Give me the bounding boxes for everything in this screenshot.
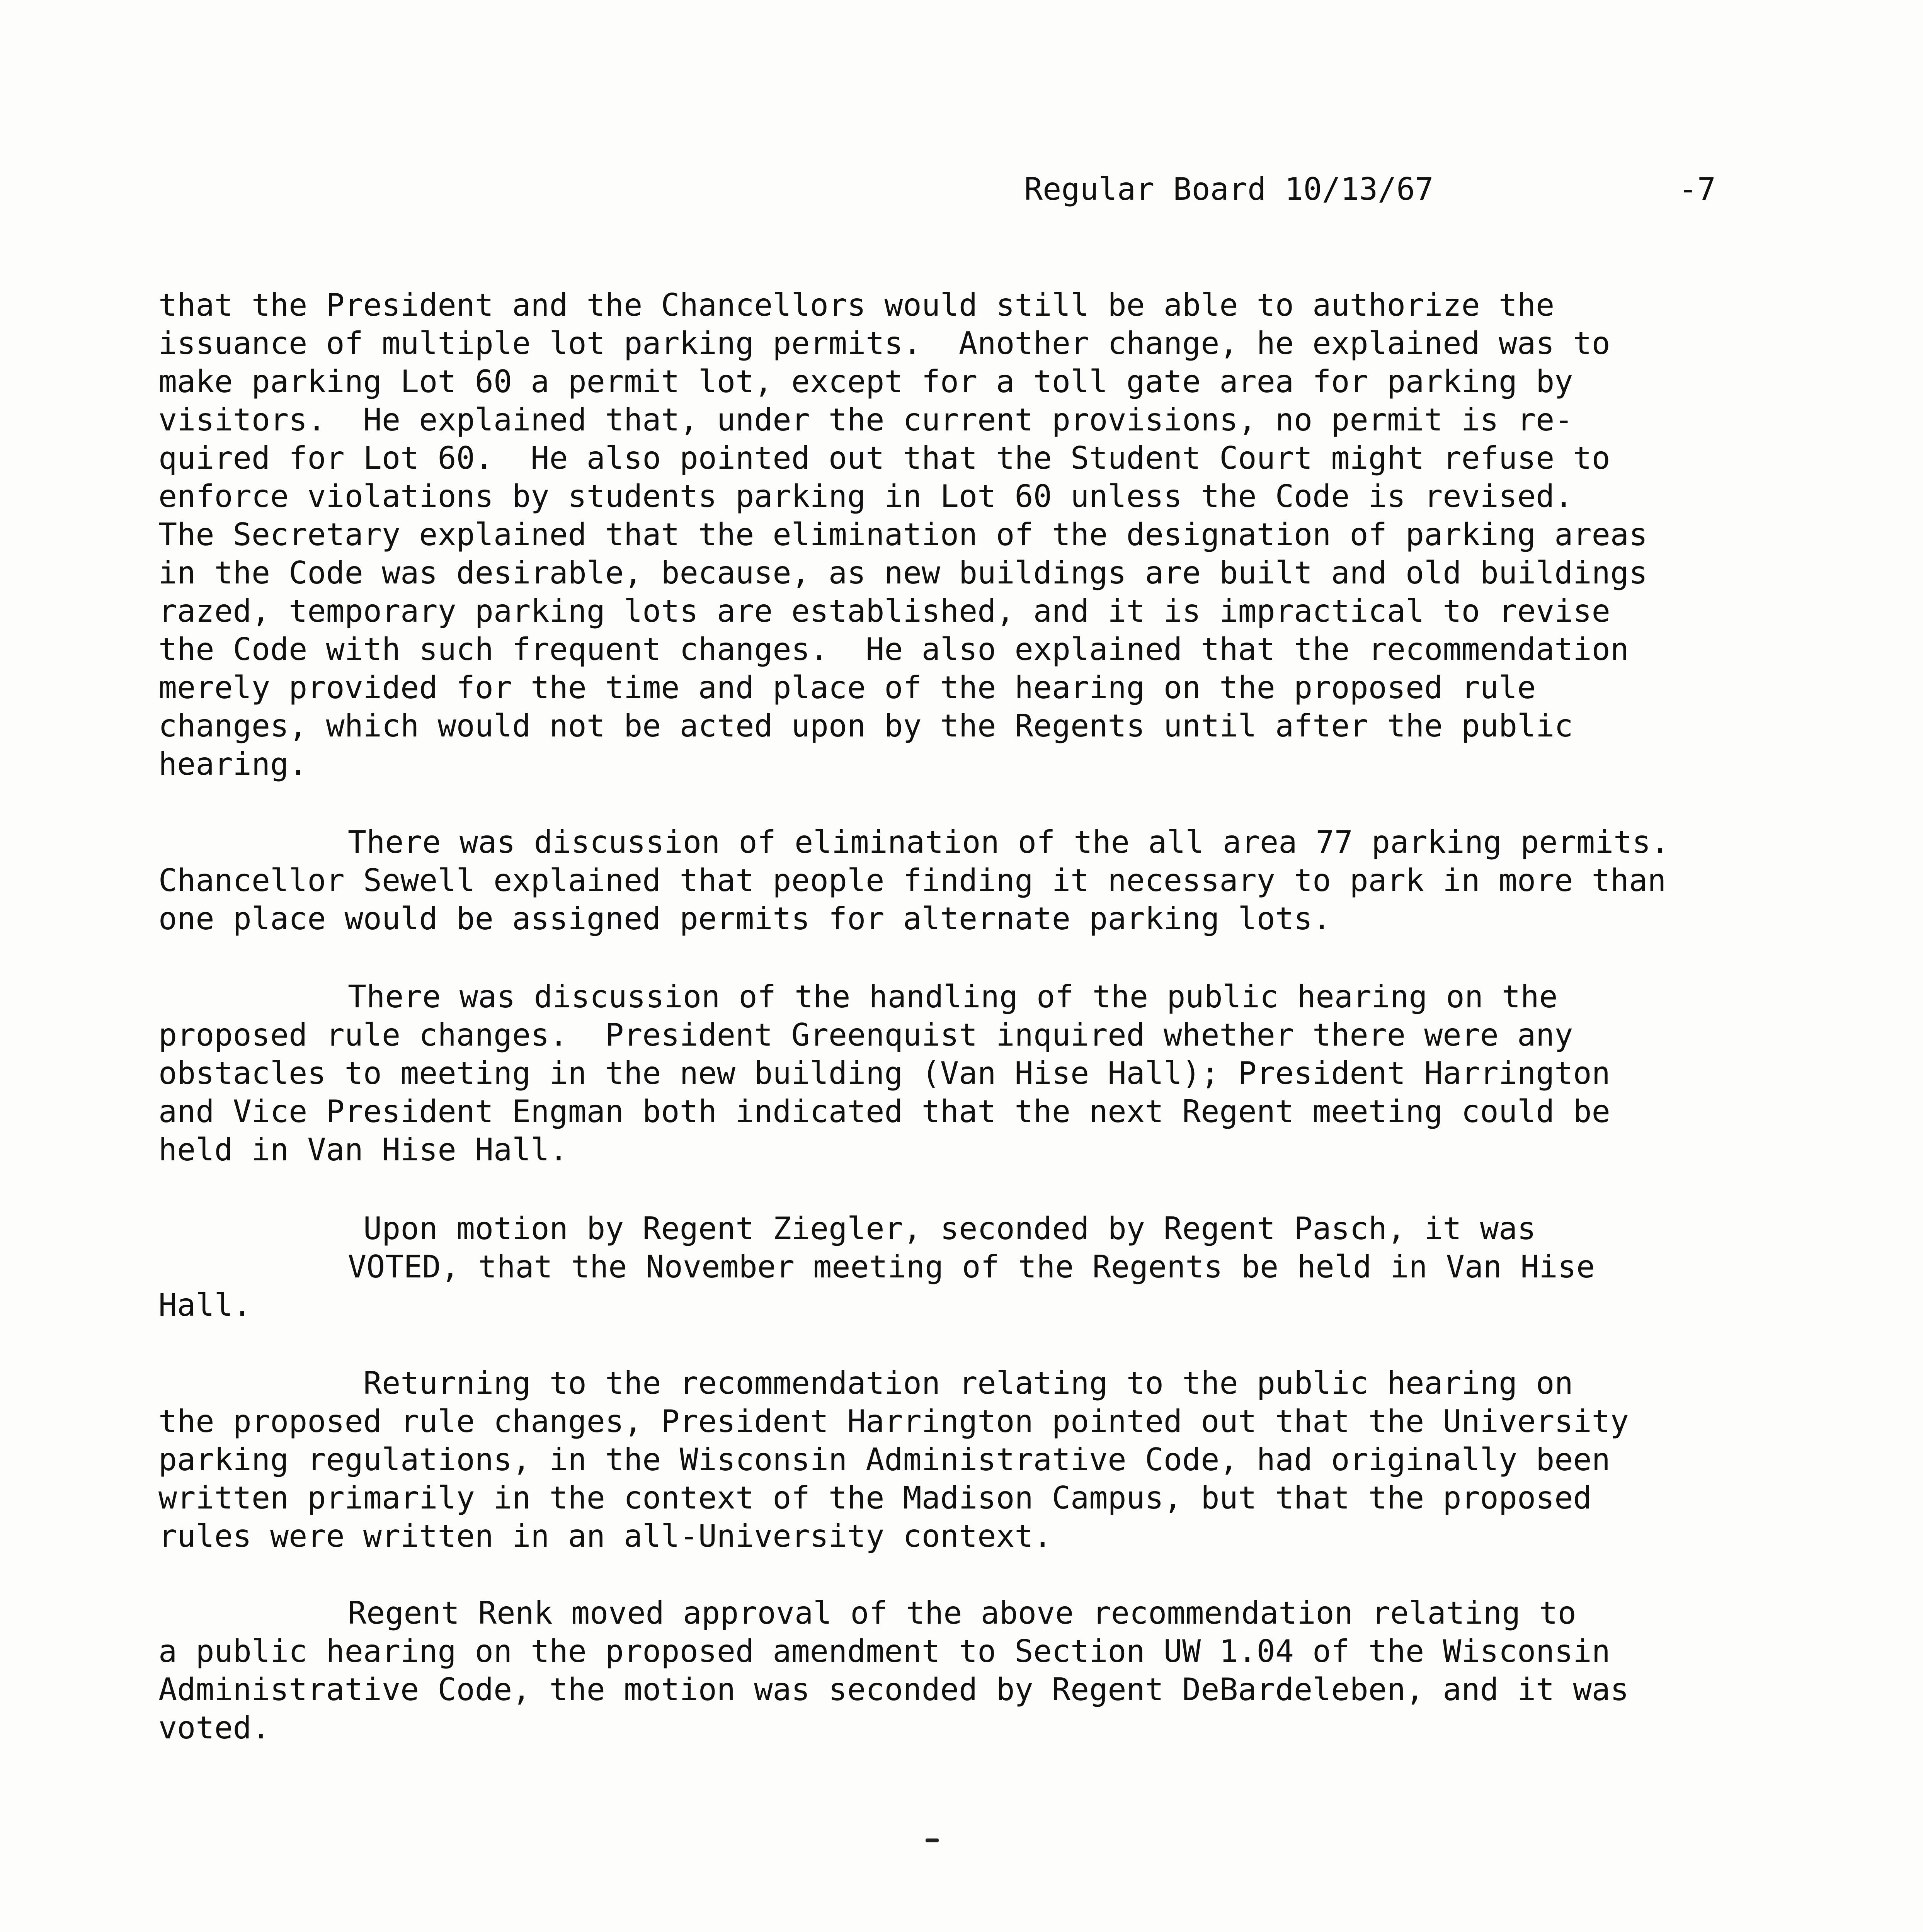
- text-line: in the Code was desirable, because, as new buildings are built and old buildings: [158, 555, 1648, 591]
- text-line: Chancellor Sewell explained that people finding it necessary to park in more than: [158, 862, 1666, 898]
- text-line: proposed rule changes. President Greenquist inquired whether there were any: [158, 1017, 1573, 1053]
- header-title: Regular Board 10/13/67: [1024, 171, 1434, 207]
- text-line: There was discussion of elimination of the all area 77 parking permits.: [348, 824, 1669, 860]
- text-line: Upon motion by Regent Ziegler, seconded by Regent Pasch, it was: [363, 1211, 1536, 1247]
- header-page-ref: -7: [1678, 171, 1716, 207]
- text-line: changes, which would not be acted upon by the Regents until after the public: [158, 708, 1573, 744]
- text-line: Regent Renk moved approval of the above recommendation relating to: [348, 1595, 1576, 1631]
- text-line: the Code with such frequent changes. He also explained that the recommendation: [158, 631, 1629, 667]
- section-separator: [926, 1838, 939, 1842]
- paragraph-parking-code: [158, 286, 1766, 783]
- text-line: and Vice President Engman both indicated that the next Regent meeting could be: [158, 1094, 1610, 1129]
- text-line: razed, temporary parking lots are established, and it is impractical to revise: [158, 593, 1610, 629]
- paragraph-regulations-context: [158, 1364, 1766, 1555]
- text-line: Returning to the recommendation relating to the public hearing on: [363, 1365, 1573, 1401]
- text-line: There was discussion of the handling of the public hearing on the: [348, 979, 1558, 1015]
- text-line: VOTED, that the November meeting of the Regents be held in Van Hise: [348, 1249, 1595, 1285]
- text-line: enforce violations by students parking in Lot 60 unless the Code is revised.: [158, 478, 1573, 514]
- paragraph-motion-van-hise: [158, 1209, 1766, 1324]
- paragraph-renk-motion: [158, 1594, 1766, 1747]
- text-line: written primarily in the context of the Madison Campus, but that the proposed: [158, 1480, 1592, 1516]
- text-line: a public hearing on the proposed amendment to Section UW 1.04 of the Wisconsin: [158, 1633, 1610, 1669]
- text-line: one place would be assigned permits for alternate parking lots.: [158, 901, 1331, 937]
- paragraph-area-permits: [158, 823, 1766, 938]
- text-line: obstacles to meeting in the new building (Van Hise Hall); President Harrington: [158, 1055, 1610, 1091]
- text-line: Administrative Code, the motion was seconded by Regent DeBardeleben, and it was: [158, 1672, 1629, 1708]
- text-line: hearing.: [158, 746, 308, 782]
- text-line: held in Van Hise Hall.: [158, 1132, 568, 1168]
- text-line: that the President and the Chancellors would still be able to authorize the: [158, 287, 1555, 323]
- text-line: make parking Lot 60 a permit lot, except for a toll gate area for parking by: [158, 364, 1573, 400]
- text-line: Hall.: [158, 1287, 252, 1323]
- text-line: issuance of multiple lot parking permits. Another change, he explained was to: [158, 325, 1610, 361]
- paragraph-public-hearing: [158, 978, 1766, 1169]
- text-line: rules were written in an all-University context.: [158, 1518, 1052, 1554]
- text-line: visitors. He explained that, under the current provisions, no permit is re-: [158, 402, 1573, 438]
- text-line: voted.: [158, 1710, 270, 1746]
- text-line: parking regulations, in the Wisconsin Administrative Code, had originally been: [158, 1442, 1610, 1478]
- text-line: merely provided for the time and place of the hearing on the proposed rule: [158, 670, 1536, 706]
- text-line: quired for Lot 60. He also pointed out that the Student Court might refuse to: [158, 440, 1610, 476]
- text-line: the proposed rule changes, President Harrington pointed out that the University: [158, 1403, 1629, 1439]
- page-header: [1024, 166, 1716, 213]
- text-line: The Secretary explained that the elimination of the designation of parking areas: [158, 517, 1648, 553]
